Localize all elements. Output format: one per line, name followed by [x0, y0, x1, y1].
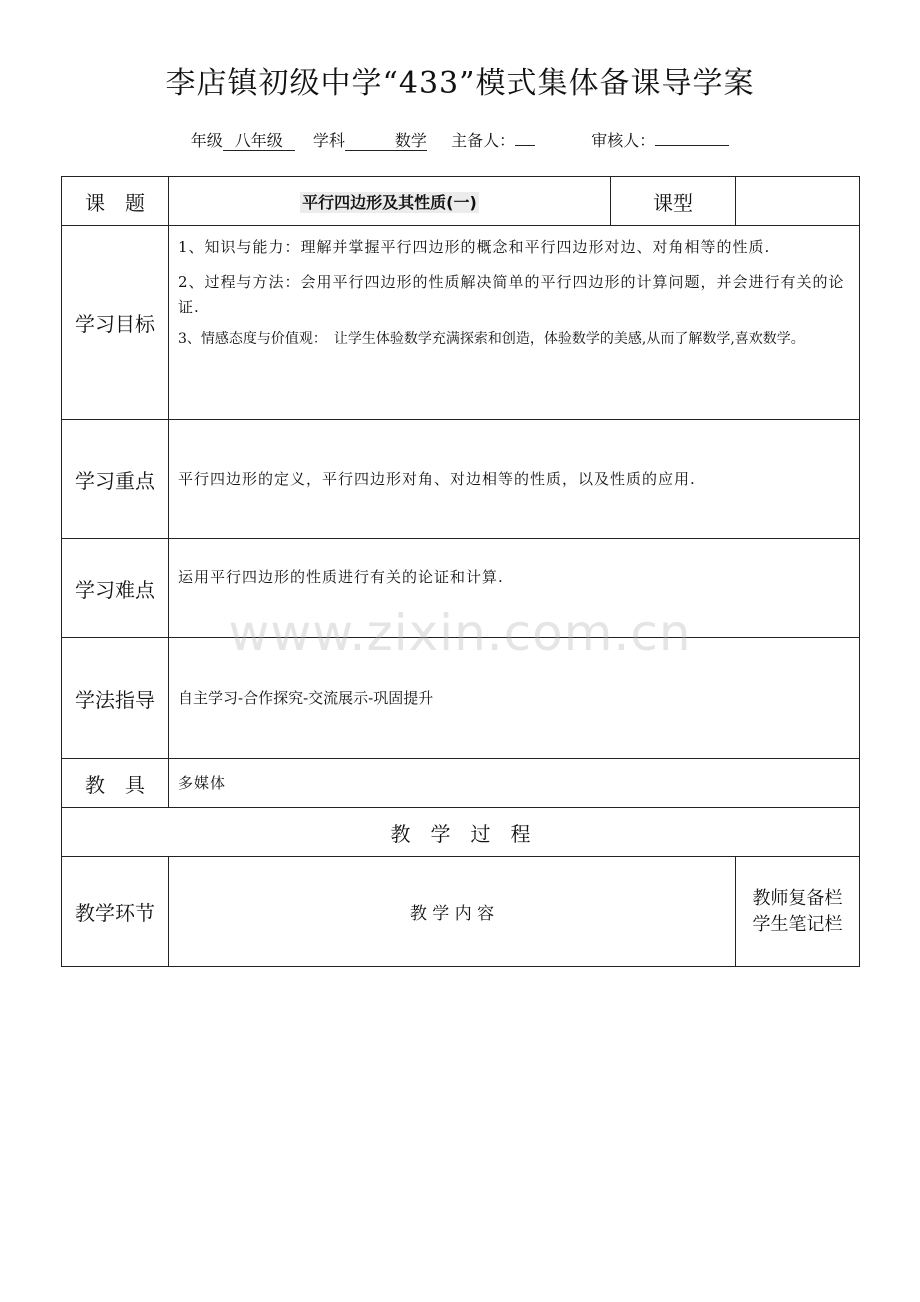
preparer-value: [515, 145, 535, 146]
preparer-label: 主备人：: [451, 131, 516, 150]
topic-cell: [169, 177, 611, 226]
objective-1: 1、知识与能力：理解并掌握平行四边形的概念和平行四边形对边、对角相等的性质.: [178, 238, 771, 256]
key-points-label: 学习重点: [62, 420, 169, 539]
student-notes-label: 学生笔记栏: [752, 913, 843, 935]
grade-label: 年级: [190, 131, 223, 150]
objectives-label: 学习目标: [62, 226, 169, 420]
notes-header: [736, 857, 860, 967]
key-points-value: 平行四边形的定义，平行四边形对角、对边相等的性质，以及性质的应用.: [169, 420, 860, 539]
process-heading: 教 学 过 程: [62, 808, 860, 857]
difficulties-label: 学习难点: [62, 539, 169, 638]
type-value: [736, 177, 860, 226]
objective-3: 3、情感态度与价值观： 让学生体验数学充满探索和创造，体验数学的美感,从而了解数学,喜欢数学。: [178, 331, 805, 347]
tools-value: 多媒体: [169, 759, 860, 808]
teacher-notes-label: 教师复备栏: [752, 887, 843, 909]
topic-label: 课 题: [62, 177, 169, 226]
difficulties-value: 运用平行四边形的性质进行有关的论证和计算.: [169, 539, 860, 638]
subject-value: 数学: [345, 132, 427, 151]
reviewer-value: [655, 145, 729, 146]
stage-label: 教学环节: [62, 857, 169, 967]
grade-value: 八年级: [223, 132, 295, 151]
objectives-cell: [169, 226, 860, 420]
type-label: 课型: [611, 177, 736, 226]
tools-label: 教 具: [62, 759, 169, 808]
topic-value: 平行四边形及其性质(一): [302, 192, 477, 212]
content-label: 教 学 内 容: [169, 857, 736, 967]
reviewer-label: 审核人：: [591, 131, 656, 150]
header-info: [0, 128, 920, 151]
page-title: 李店镇初级中学“433”模式集体备课导学案: [165, 66, 755, 101]
objective-2: 2、过程与方法：会用平行四边形的性质解决简单的平行四边形的计算问题，并会进行有关的论证.: [178, 273, 845, 316]
method-value: 自主学习-合作探究-交流展示-巩固提升: [169, 638, 860, 759]
watermark: www.zixin.com.cn: [228, 604, 692, 662]
method-label: 学法指导: [62, 638, 169, 759]
subject-label: 学科: [312, 131, 345, 150]
lesson-plan-table: [61, 176, 860, 967]
